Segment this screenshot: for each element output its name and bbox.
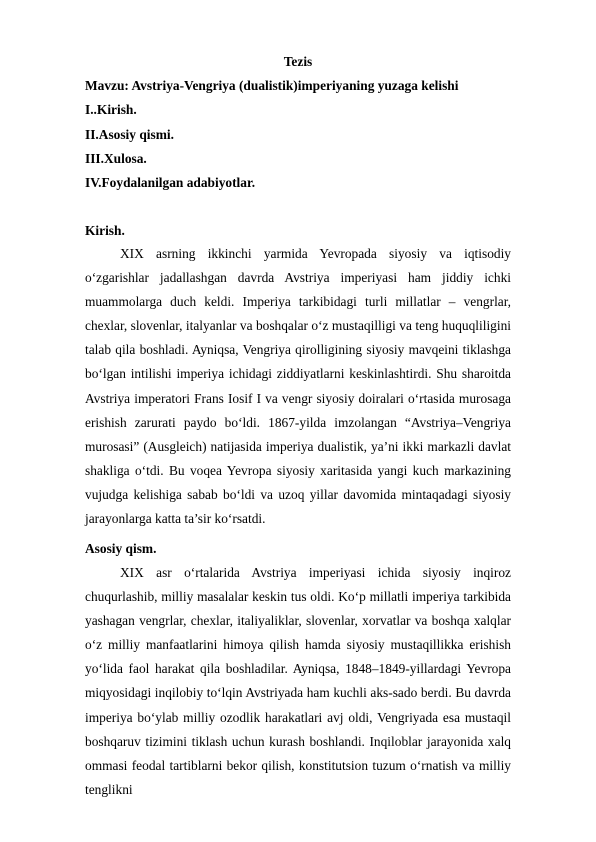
section-heading-intro: Kirish. — [85, 223, 125, 238]
section-paragraph-intro: XIX asrning ikkinchi yarmida Yevropada siyosiy va iqtisodiy o‘zgarishlar jadallashgan davrda Avstriya imperiyasi ham jiddiy ichki muammolarga duch keldi. Imperiya tarkibidagi turli millatlar – vengrlar, chexlar, slovenlar, italyanlar va boshqalar o‘z mustaqilligi va teng huquqliligini talab qila boshladi. Ayniqsa, Vengriya qirolligining siyosiy mavqeini tiklashga bo‘lgan intilishi imperiya ichidagi ziddiyatlarni keskinlashtirdi. Shu sharoitda Avstriya imperatori Frans Iosif I va vengr siyosiy doiralari o‘rtasida murosaga erishish zarurati paydo bo‘ldi. 1867-yilda imzolangan “Avstriya–Vengriya murosasi” (Ausgleich) natijasida imperiya dualistik, ya’ni ikki markazli davlat shakliga o‘tdi. Bu voqea Yevropa siyosiy xaritasida yangi kuch markazining vujudga kelishiga sabab bo‘ldi va uzoq yillar davomida mintaqadagi siyosiy jarayonlarga katta ta’sir ko‘rsatdi. — [85, 246, 511, 527]
document-title: Tezis — [283, 54, 313, 69]
outline-item-conclusion: III.Xulosa. — [85, 151, 147, 166]
outline-item-intro: I..Kirish. — [85, 102, 137, 117]
outline-item-main: II.Asosiy qismi. — [85, 127, 174, 142]
topic-line: Mavzu: Avstriya-Vengriya (dualistik)imperiyaning yuzaga kelishi — [85, 78, 459, 93]
section-heading-main: Asosiy qism. — [85, 541, 157, 556]
section-paragraph-main: XIX asr o‘rtalarida Avstriya imperiyasi ichida siyosiy inqiroz chuqurlashib, milliy masalalar keskin tus oldi. Ko‘p millatli imperiya tarkibida yashagan vengrlar, chexlar, italiyaliklar, slovenlar, xorvatlar va boshqa xalqlar o‘z milliy manfaatlarini himoya qilish hamda siyosiy mustaqillikka erishish yo‘lida faol harakat qila boshladilar. Ayniqsa, 1848–1849-yillardagi Yevropa miqyosidagi inqilobiy to‘lqin Avstriyada ham kuchli aks-sado berdi. Bu davrda imperiya bo‘ylab milliy ozodlik harakatlari avj oldi, Vengriyada esa mustaqil boshqaruv tizimini tiklash uchun kurash boshlandi. Inqiloblar jarayonida xalq ommasi feodal tartiblarni bekor qilish, konstitutsion tuzum o‘rnatish va milliy tenglikni — [85, 565, 511, 797]
outline-item-references: IV.Foydalanilgan adabiyotlar. — [85, 175, 256, 190]
